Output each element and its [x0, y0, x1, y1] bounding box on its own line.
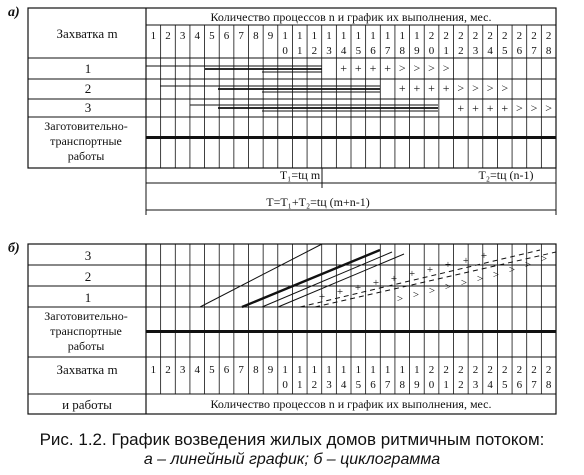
month-number-bottom: 0: [428, 379, 435, 391]
month-number-top: 2: [516, 30, 523, 42]
arrow-symbol: >: [442, 61, 450, 75]
month-number-top: 3: [179, 364, 186, 376]
month-number-top: 2: [531, 364, 537, 376]
month-number-top: 3: [179, 30, 186, 42]
panel-b-footer-title: Количество процессов n и график их выполнения, мес.: [210, 397, 492, 411]
month-number-top: 9: [267, 30, 274, 42]
month-number-top: 2: [472, 30, 479, 42]
plus-symbol: +: [442, 81, 450, 95]
month-number-bottom: 8: [399, 379, 405, 391]
panel-b-row-label-3: 3: [84, 248, 92, 263]
arrow-symbol: >: [545, 101, 553, 115]
arrow-symbol: >: [508, 264, 516, 276]
panel-b-row-label-2: 2: [84, 269, 92, 284]
month-number-bottom: 3: [326, 379, 332, 391]
month-number-top: 6: [223, 30, 230, 42]
plus-symbol: +: [428, 81, 435, 95]
plus-symbol: +: [336, 286, 344, 298]
t1-label: T₁=tц m: [279, 168, 321, 182]
panel-a-label: а): [8, 5, 20, 20]
plus-symbol: +: [413, 81, 421, 95]
month-number-bottom: 1: [297, 379, 303, 391]
panel-b-zag-line-2: транспортные: [50, 324, 122, 338]
month-number-top: 2: [545, 364, 552, 376]
arrow-symbol: >: [530, 101, 538, 115]
month-number-bottom: 4: [487, 45, 493, 57]
month-number-bottom: 7: [531, 379, 537, 391]
month-number-top: 2: [545, 30, 552, 42]
month-number-top: 2: [165, 30, 171, 42]
month-number-bottom: 6: [516, 379, 523, 391]
month-number-bottom: 0: [282, 379, 288, 391]
figure-caption-title: Рис. 1.2. График возведения жилых домов ритмичным потоком:: [39, 430, 545, 449]
plus-symbol: +: [372, 277, 380, 289]
arrow-symbol: >: [398, 61, 406, 75]
arrow-symbol: >: [413, 61, 421, 75]
plus-symbol: +: [457, 101, 465, 115]
plus-symbol: +: [480, 250, 488, 262]
month-number-top: 1: [150, 30, 157, 42]
month-number-bottom: 6: [370, 379, 376, 391]
month-number-bottom: 8: [545, 379, 552, 391]
panel-b-zag-line-1: Заготовительно-: [44, 309, 128, 323]
month-number-top: 6: [223, 364, 230, 376]
arrow-symbol: >: [396, 293, 404, 305]
month-number-bottom: 4: [340, 45, 347, 57]
month-number-bottom: 8: [399, 45, 405, 57]
plus-symbol: +: [390, 273, 398, 285]
month-number-bottom: 4: [487, 379, 493, 391]
month-number-top: 1: [399, 364, 405, 376]
panel-b-cyclogram: [8, 241, 556, 414]
month-number-top: 2: [428, 30, 435, 42]
month-number-top: 1: [311, 364, 318, 376]
month-number-top: 1: [297, 364, 303, 376]
arrow-symbol: >: [412, 289, 420, 301]
month-number-bottom: 2: [311, 45, 318, 57]
arrow-symbol: >: [486, 81, 494, 95]
panel-a-month-grid: [161, 25, 542, 168]
month-number-top: 7: [238, 364, 244, 376]
month-number-top: 2: [428, 364, 435, 376]
arrow-symbol: >: [444, 281, 452, 293]
month-number-bottom: 7: [384, 379, 391, 391]
panel-a-zag-bar: [146, 136, 556, 139]
month-number-bottom: 0: [428, 45, 435, 57]
panel-a-zag-line-3: работы: [67, 149, 105, 163]
month-number-top: 2: [502, 364, 508, 376]
cyclogram-line: [200, 244, 322, 307]
panel-b-row-label-1: 1: [84, 290, 92, 305]
arrow-symbol: >: [524, 259, 532, 271]
month-number-bottom: 0: [282, 45, 288, 57]
panel-b-cyclogram-lines: [200, 244, 556, 307]
panel-a-row-label-3: 3: [84, 100, 92, 115]
cyclogram-line: [278, 254, 404, 307]
month-number-top: 1: [297, 30, 303, 42]
month-number-top: 2: [487, 30, 493, 42]
month-number-top: 2: [443, 364, 449, 376]
month-number-top: 1: [370, 364, 376, 376]
arrow-symbol: >: [472, 81, 479, 95]
month-number-top: 1: [355, 364, 362, 376]
cyclogram-line-bold: [242, 250, 380, 307]
month-number-top: 5: [209, 364, 215, 376]
month-number-bottom: 2: [458, 45, 464, 57]
panel-b-month-grid: [161, 244, 542, 394]
panel-b-label: б): [8, 241, 20, 256]
month-number-bottom: 5: [502, 379, 508, 391]
month-number-top: 2: [165, 364, 171, 376]
month-number-top: 4: [194, 364, 200, 376]
month-number-top: 5: [209, 30, 215, 42]
panel-b-zag-line-3: работы: [67, 339, 105, 353]
month-number-bottom: 3: [326, 45, 332, 57]
panel-a-row-label-2: 2: [84, 81, 92, 96]
month-number-top: 2: [472, 364, 479, 376]
month-number-top: 8: [253, 364, 259, 376]
arrow-symbol: >: [460, 277, 468, 289]
arrow-symbol: >: [516, 101, 523, 115]
month-number-top: 1: [326, 30, 332, 42]
panel-b-process-symbols: [319, 250, 547, 305]
month-number-bottom: 1: [443, 379, 449, 391]
month-number-top: 2: [531, 30, 537, 42]
month-number-top: 1: [370, 30, 376, 42]
month-number-top: 2: [487, 364, 493, 376]
panel-a-zag-line-2: транспортные: [50, 134, 122, 148]
month-number-bottom: 6: [370, 45, 376, 57]
month-number-top: 1: [340, 364, 347, 376]
month-number-bottom: 6: [516, 45, 523, 57]
plus-symbol: +: [354, 61, 362, 75]
plus-symbol: +: [398, 81, 406, 95]
month-number-top: 2: [516, 364, 523, 376]
figure-caption-legend-text: а – линейный график; б – циклограмма: [143, 451, 441, 468]
month-number-top: 8: [253, 30, 259, 42]
month-number-bottom: 2: [458, 379, 464, 391]
month-number-top: 1: [399, 30, 405, 42]
month-number-top: 2: [458, 30, 464, 42]
month-number-top: 1: [326, 364, 332, 376]
panel-a-process-symbols: [340, 61, 552, 115]
t2-label: T₂=tц (n-1): [478, 168, 534, 182]
plus-symbol: +: [462, 255, 470, 267]
month-number-top: 1: [282, 364, 288, 376]
month-number-top: 1: [414, 30, 420, 42]
panel-b-zakhvatka-label: Захватка m: [56, 362, 118, 377]
month-number-bottom: 9: [414, 379, 420, 391]
arrow-symbol: >: [476, 273, 484, 285]
month-number-bottom: 8: [545, 45, 552, 57]
month-number-bottom: 3: [472, 379, 479, 391]
plus-symbol: +: [426, 264, 434, 276]
arrow-symbol: >: [428, 285, 436, 297]
month-number-bottom: 1: [297, 45, 303, 57]
month-number-top: 1: [384, 364, 391, 376]
arrow-symbol: >: [501, 81, 509, 95]
month-number-top: 1: [311, 30, 318, 42]
month-number-top: 2: [443, 30, 449, 42]
arrow-symbol: >: [428, 61, 435, 75]
arrow-symbol: >: [540, 253, 548, 265]
month-number-top: 4: [194, 30, 200, 42]
month-number-bottom: 4: [340, 379, 347, 391]
month-number-top: 1: [355, 30, 362, 42]
plus-symbol: +: [472, 101, 479, 115]
panel-b-zag-bar: [146, 330, 556, 333]
panel-a-zakhvatka-label: Захватка m: [56, 26, 118, 41]
month-number-top: 1: [414, 364, 420, 376]
month-number-top: 2: [458, 364, 464, 376]
month-number-top: 1: [282, 30, 288, 42]
arrow-symbol: >: [492, 269, 500, 281]
plus-symbol: +: [318, 291, 326, 303]
month-number-bottom: 3: [472, 45, 479, 57]
month-number-bottom: 9: [414, 45, 420, 57]
month-number-bottom: 7: [531, 45, 537, 57]
month-number-top: 1: [340, 30, 347, 42]
month-number-top: 1: [150, 364, 157, 376]
panel-a-linear-chart: [8, 5, 556, 215]
plus-symbol: +: [369, 61, 377, 75]
total-duration-label: T=T₁+T₂=tц (m+n-1): [266, 195, 370, 209]
plus-symbol: +: [354, 282, 362, 294]
panel-b-work-label: и работы: [62, 397, 112, 412]
month-number-bottom: 1: [443, 45, 449, 57]
panel-a-zag-line-1: Заготовительно-: [44, 119, 128, 133]
month-number-top: 9: [267, 364, 274, 376]
month-number-top: 1: [384, 30, 391, 42]
plus-symbol: +: [501, 101, 509, 115]
panel-a-row-label-1: 1: [84, 61, 92, 76]
plus-symbol: +: [408, 268, 416, 280]
plus-symbol: +: [340, 61, 348, 75]
month-number-bottom: 5: [355, 45, 362, 57]
plus-symbol: +: [444, 259, 452, 271]
figure-caption-legend: [0, 451, 584, 469]
plus-symbol: +: [486, 101, 494, 115]
plus-symbol: +: [384, 61, 391, 75]
arrow-symbol: >: [457, 81, 465, 95]
panel-a-header-title: Количество процессов n и график их выполнения, мес.: [210, 10, 492, 24]
month-number-bottom: 5: [502, 45, 508, 57]
month-number-bottom: 5: [355, 379, 362, 391]
month-number-top: 2: [502, 30, 508, 42]
month-number-bottom: 2: [311, 379, 318, 391]
month-number-bottom: 7: [384, 45, 391, 57]
month-number-top: 7: [238, 30, 244, 42]
